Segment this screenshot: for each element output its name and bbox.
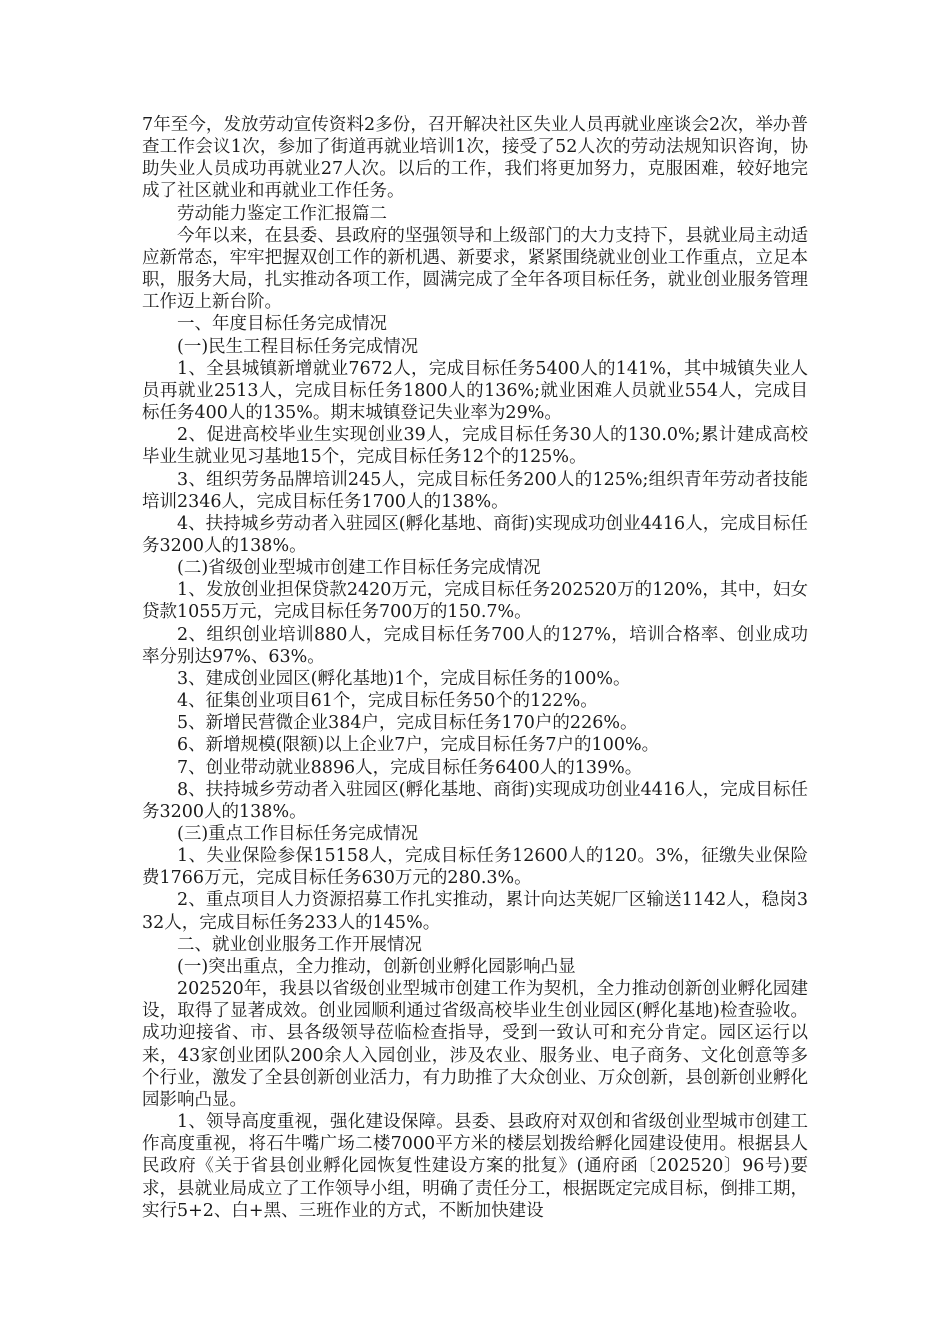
- subheading-entrepreneurial-city: (二)省级创业型城市创建工作目标任务完成情况: [177, 558, 541, 579]
- list-item: 6、新增规模(限额)以上企业7户，完成目标任务7户的100%。: [177, 735, 660, 756]
- paragraph-intro: 今年以来，在县委、县政府的坚强领导和上级部门的大力支持下，县就业局主动适应新常态，牢牢把握双创工作的新机遇、新要求，紧紧围绕就业创业工作重点，立足本职，服务大局，扎实推动各项工作，圆满完成了全年各项目标任务，就业创业服务管理工作迈上新台阶。: [142, 225, 808, 313]
- list-item: 2、重点项目人力资源招募工作扎实推动，累计向达芙妮厂区输送1142人，稳岗332人，完成目标任务233人的145%。: [142, 890, 808, 933]
- list-item: 1、发放创业担保贷款2420万元，完成目标任务202520万的120%，其中，妇女贷款1055万元，完成目标任务700万的150.7%。: [142, 580, 808, 623]
- list-item: 2、促进高校毕业生实现创业39人，完成目标任务30人的130.0%;累计建成高校毕业生就业见习基地15个，完成目标任务12个的125%。: [142, 425, 808, 468]
- list-item: 8、扶持城乡劳动者入驻园区(孵化基地、商街)实现成功创业4416人，完成目标任务3200人的138%。: [142, 779, 808, 822]
- list-item: 1、领导高度重视，强化建设保障。县委、县政府对双创和省级创业型城市创建工作高度重视，将石牛嘴广场二楼7000平方米的楼层划拨给孵化园建设使用。根据县人民政府《关于省县创业孵化园恢复性建设方案的批复》(通府函〔202520〕96号)要求，县就业局成立了工作领导小组，明确了责任分工，根据既定完成目标，倒排工期，实行5+2、白+黑、三班作业的方式，不断加快建设: [142, 1112, 808, 1221]
- paragraph-incubator: 202520年，我县以省级创业型城市创建工作为契机，全力推动创新创业孵化园建设，取得了显著成效。创业园顺利通过省级高校毕业生创业园区(孵化基地)检查验收。成功迎接省、市、县各级领导莅临检查指导，受到一致认可和充分肯定。园区运行以来，43家创业团队200余人入园创业，涉及农业、服务业、电子商务、文化创意等多个行业，激发了全县创新创业活力，有力助推了大众创业、万众创新，县创新创业孵化园影响凸显。: [142, 979, 808, 1110]
- list-item: 3、组织劳务品牌培训245人，完成目标任务200人的125%;组织青年劳动者技能培训2346人，完成目标任务1700人的138%。: [142, 469, 808, 512]
- list-item: 1、失业保险参保15158人，完成目标任务12600人的120。3%，征缴失业保险费1766万元，完成目标任务630万元的280.3%。: [142, 846, 808, 889]
- heading-annual-targets: 一、年度目标任务完成情况: [177, 314, 387, 335]
- section-title-part-two: 劳动能力鉴定工作汇报篇二: [177, 203, 387, 224]
- list-item: 7、创业带动就业8896人，完成目标任务6400人的139%。: [177, 757, 643, 778]
- subheading-livelihood: (一)民生工程目标任务完成情况: [177, 336, 419, 357]
- document-body: [142, 114, 808, 1222]
- list-item: 1、全县城镇新增就业7672人，完成目标任务5400人的141%，其中城镇失业人员再就业2513人，完成目标任务1800人的136%;就业困难人员就业554人，完成目标任务400人的135%。期末城镇登记失业率为29%。: [142, 358, 808, 424]
- heading-services: 二、就业创业服务工作开展情况: [177, 934, 422, 955]
- paragraph-continuation: 7年至今，发放劳动宣传资料2多份，召开解决社区失业人员再就业座谈会2次，举办普查工作会议1次，参加了街道再就业培训1次，接受了52人次的劳动法规知识咨询，协助失业人员成功再就业27人次。以后的工作，我们将更加努力，克服困难，较好地完成了社区就业和再就业工作任务。: [142, 115, 808, 202]
- list-item: 4、征集创业项目61个，完成目标任务50个的122%。: [177, 691, 598, 712]
- list-item: 3、建成创业园区(孵化基地)1个，完成目标任务的100%。: [177, 668, 631, 689]
- list-item: 2、组织创业培训880人，完成目标任务700人的127%，培训合格率、创业成功率分别达97%、63%。: [142, 624, 808, 667]
- subheading-incubator: (一)突出重点，全力推动，创新创业孵化园影响凸显: [177, 956, 576, 977]
- subheading-key-work: (三)重点工作目标任务完成情况: [177, 824, 419, 844]
- list-item: 5、新增民营微企业384户，完成目标任务170户的226%。: [177, 713, 638, 734]
- list-item: 4、扶持城乡劳动者入驻园区(孵化基地、商街)实现成功创业4416人，完成目标任务3200人的138%。: [142, 513, 808, 556]
